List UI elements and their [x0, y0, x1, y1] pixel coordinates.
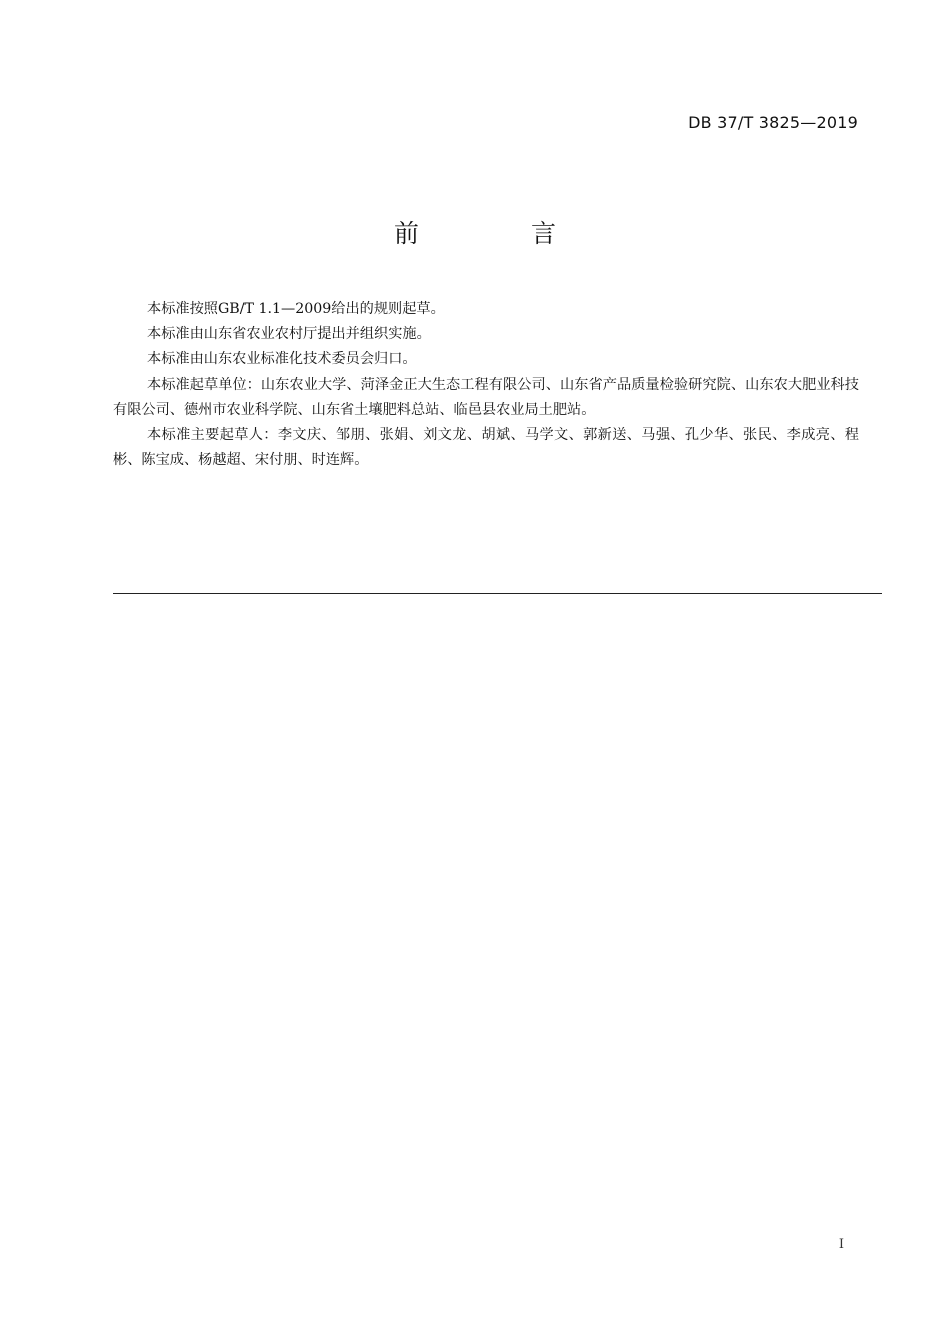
- paragraph-drafting-rules: 本标准按照GB/T 1.1—2009给出的规则起草。: [147, 301, 445, 317]
- paragraph-committee: 本标准由山东农业标准化技术委员会归口。: [147, 351, 417, 368]
- horizontal-divider: [113, 593, 882, 594]
- paragraph-proposer: 本标准由山东省农业农村厅提出并组织实施。: [147, 326, 431, 343]
- page-number: I: [838, 1237, 844, 1252]
- document-code: DB 37/T 3825—2019: [688, 113, 858, 132]
- paragraph-drafters: 本标准主要起草人：李文庆、邹朋、张娟、刘文龙、胡斌、马学文、郭新送、马强、孔少华、张民、李成亮、程彬、陈宝成、杨越超、宋付朋、时连辉。: [113, 427, 859, 469]
- foreword-body: [113, 297, 859, 473]
- page-title: 前 言: [394, 219, 608, 248]
- paragraph-drafting-units: 本标准起草单位：山东农业大学、菏泽金正大生态工程有限公司、山东省产品质量检验研究院、山东农大肥业科技有限公司、德州市农业科学院、山东省土壤肥料总站、临邑县农业局土肥站。: [113, 376, 859, 418]
